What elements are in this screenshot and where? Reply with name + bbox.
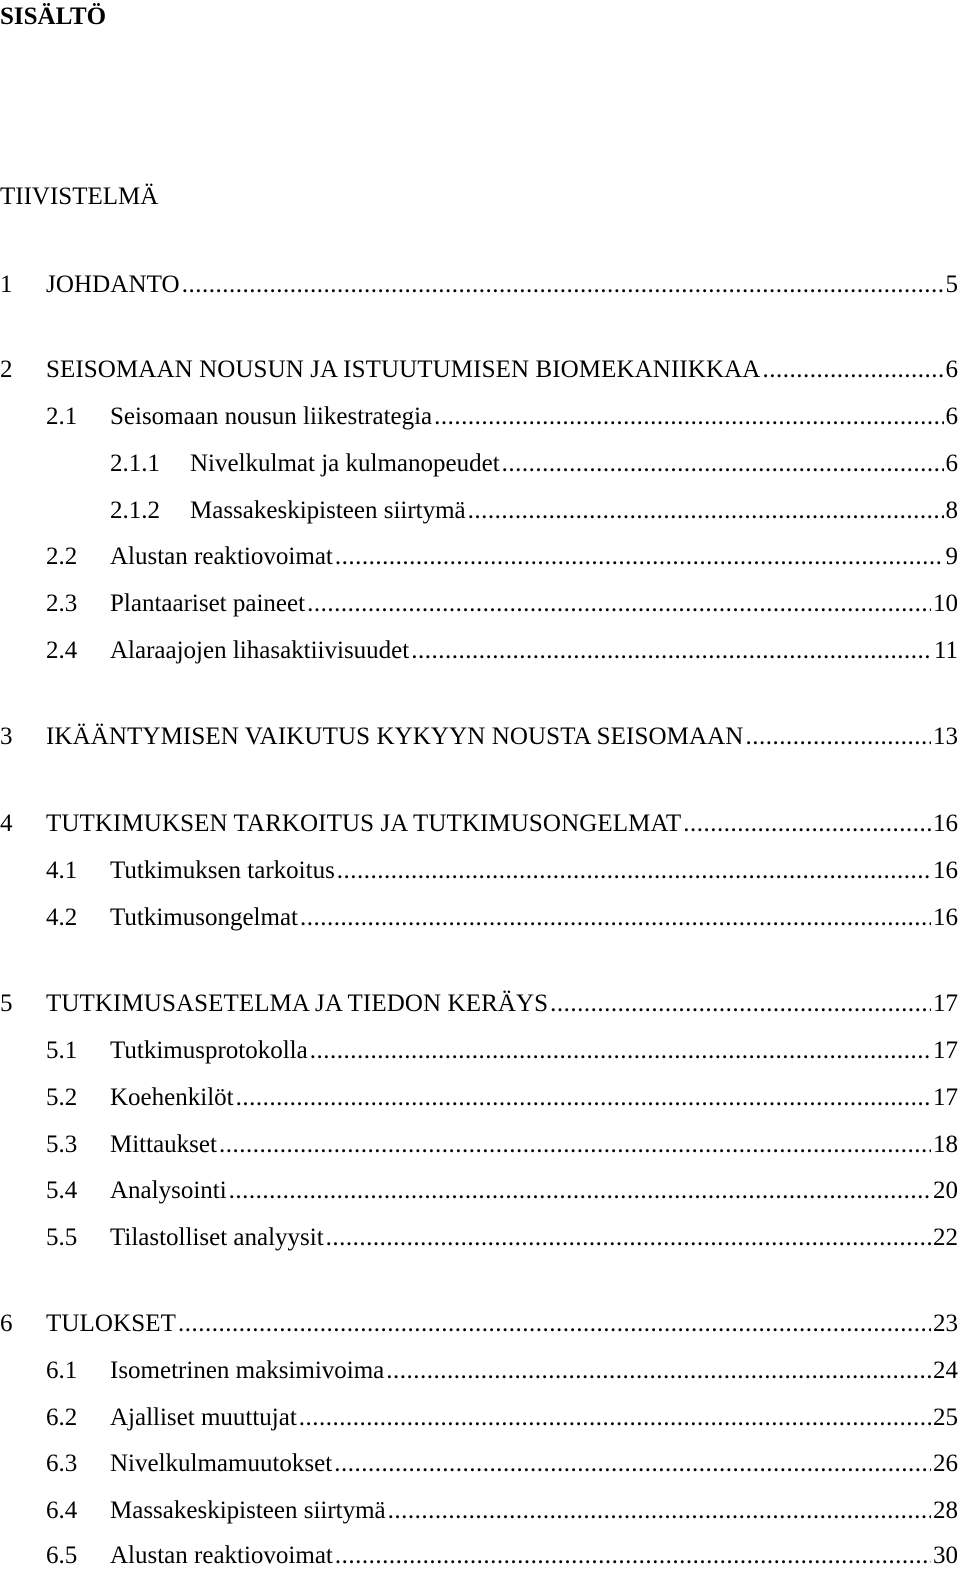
toc-entry-page: 28: [933, 1497, 958, 1524]
toc-entry-number: 4.2: [46, 904, 78, 931]
toc-entry-number: 4.1: [46, 857, 78, 884]
toc-entry-title: SEISOMAAN NOUSUN JA ISTUUTUMISEN BIOMEKANIIKKAA: [46, 356, 761, 383]
toc-entry-page: 17: [933, 990, 958, 1017]
toc-entry[interactable]: [0, 402, 958, 432]
toc-entry-number: 5.4: [46, 1177, 78, 1204]
abstract-title: TIIVISTELMÄ: [0, 183, 159, 210]
dot-leader: [300, 903, 931, 933]
toc-entry-title: TULOKSET: [46, 1310, 176, 1337]
toc-entry-title: Nivelkulmamuutokset: [110, 1450, 333, 1477]
toc-entry-page: 11: [933, 637, 958, 664]
toc-entry-number: 4: [0, 810, 13, 837]
dot-leader: [745, 722, 931, 752]
toc-entry-title: Tutkimusongelmat: [110, 904, 298, 931]
toc-entry-title: IKÄÄNTYMISEN VAIKUTUS KYKYYN NOUSTA SEISOMAAN: [46, 723, 744, 750]
toc-entry-number: 5.5: [46, 1224, 78, 1251]
dot-leader: [219, 1130, 931, 1160]
toc-entry[interactable]: [0, 903, 958, 933]
toc-entry[interactable]: [0, 1309, 958, 1339]
toc-entry[interactable]: [0, 1036, 958, 1066]
toc-entry-title: Tutkimuksen tarkoitus: [110, 857, 335, 884]
dot-leader: [334, 1449, 931, 1479]
toc-entry-page: 17: [933, 1084, 958, 1111]
toc-entry-page: 13: [933, 723, 958, 750]
toc-entry-page: 18: [933, 1131, 958, 1158]
toc-entry[interactable]: [0, 636, 958, 666]
toc-entry-number: 2.1: [46, 403, 78, 430]
toc-entry[interactable]: [0, 1496, 958, 1526]
toc-entry[interactable]: [0, 1130, 958, 1160]
dot-leader: [468, 496, 944, 526]
toc-entry-title: JOHDANTO: [46, 271, 180, 298]
toc-entry-page: 8: [945, 497, 958, 524]
toc-entry[interactable]: [0, 589, 958, 619]
toc-entry-title: Alustan reaktiovoimat: [110, 1542, 333, 1569]
dot-leader: [182, 270, 944, 300]
dot-leader: [683, 809, 931, 839]
toc-entry-number: 5.1: [46, 1037, 78, 1064]
toc-entry-number: 6.2: [46, 1404, 78, 1431]
toc-entry[interactable]: [0, 1449, 958, 1479]
dot-leader: [307, 589, 931, 619]
toc-entry-page: 5: [945, 271, 958, 298]
toc-entry-title: Plantaariset paineet: [110, 590, 306, 617]
toc-entry[interactable]: [0, 1541, 958, 1571]
toc-entry[interactable]: [0, 989, 958, 1019]
toc-entry-page: 25: [933, 1404, 958, 1431]
toc-entry-page: 6: [945, 403, 958, 430]
toc-entry-title: Alustan reaktiovoimat: [110, 543, 333, 570]
toc-entry[interactable]: [0, 1223, 958, 1253]
toc-entry-number: 6.1: [46, 1357, 78, 1384]
toc-entry[interactable]: [0, 449, 958, 479]
toc-entry[interactable]: [0, 722, 958, 752]
toc-entry-title: Nivelkulmat ja kulmanopeudet: [190, 450, 500, 477]
toc-entry-number: 2.4: [46, 637, 78, 664]
toc-entry-title: TUTKIMUSASETELMA JA TIEDON KERÄYS: [46, 990, 549, 1017]
toc-entry-number: 6: [0, 1310, 13, 1337]
toc-entry-page: 16: [933, 810, 958, 837]
dot-leader: [434, 402, 943, 432]
toc-entry-page: 16: [933, 904, 958, 931]
toc-entry[interactable]: [0, 1403, 958, 1433]
toc-entry[interactable]: [0, 809, 958, 839]
toc-entry-page: 6: [945, 450, 958, 477]
toc-entry-page: 6: [945, 356, 958, 383]
dot-leader: [386, 1356, 931, 1386]
toc-entry-page: 20: [933, 1177, 958, 1204]
toc-entry-page: 17: [933, 1037, 958, 1064]
toc-entry-page: 9: [945, 543, 958, 570]
toc-entry-number: 2.1.2: [110, 497, 160, 524]
dot-leader: [502, 449, 944, 479]
toc-entry[interactable]: [0, 270, 958, 300]
dot-leader: [326, 1223, 931, 1253]
toc-entry-title: Alaraajojen lihasaktiivisuudet: [110, 637, 410, 664]
toc-entry[interactable]: [0, 1176, 958, 1206]
toc-entry[interactable]: [0, 1356, 958, 1386]
toc-entry-title: Koehenkilöt: [110, 1084, 234, 1111]
toc-entry-title: Seisomaan nousun liikestrategia: [110, 403, 433, 430]
toc-entry-number: 5.3: [46, 1131, 78, 1158]
toc-entry[interactable]: [0, 1083, 958, 1113]
toc-entry-title: Tilastolliset analyysit: [110, 1224, 324, 1251]
dot-leader: [236, 1083, 931, 1113]
toc-entry-page: 10: [933, 590, 958, 617]
dot-leader: [762, 355, 943, 385]
dot-leader: [335, 1541, 931, 1571]
dot-leader: [299, 1403, 931, 1433]
toc-entry-title: Mittaukset: [110, 1131, 217, 1158]
toc-entry-page: 24: [933, 1357, 958, 1384]
toc-entry-number: 6.3: [46, 1450, 78, 1477]
toc-entry-title: Massakeskipisteen siirtymä: [190, 497, 466, 524]
toc-entry[interactable]: [0, 355, 958, 385]
toc-entry-number: 1: [0, 271, 13, 298]
toc-entry-page: 23: [933, 1310, 958, 1337]
dot-leader: [310, 1036, 931, 1066]
toc-entry-number: 6.4: [46, 1497, 78, 1524]
toc-entry-number: 3: [0, 723, 13, 750]
toc-entry-title: Ajalliset muuttujat: [110, 1404, 297, 1431]
toc-entry-number: 2.1.1: [110, 450, 160, 477]
dot-leader: [178, 1309, 931, 1339]
toc-entry-number: 2.2: [46, 543, 78, 570]
toc-entry-title: Analysointi: [110, 1177, 227, 1204]
toc-entry-title: Massakeskipisteen siirtymä: [110, 1497, 386, 1524]
page-heading: SISÄLTÖ: [0, 3, 107, 30]
toc-entry-title: Tutkimusprotokolla: [110, 1037, 308, 1064]
toc-entry-title: TUTKIMUKSEN TARKOITUS JA TUTKIMUSONGELMAT: [46, 810, 682, 837]
toc-entry[interactable]: [0, 856, 958, 886]
dot-leader: [335, 542, 944, 572]
toc-entry-page: 16: [933, 857, 958, 884]
toc-entry-page: 22: [933, 1224, 958, 1251]
toc-entry-number: 2.3: [46, 590, 78, 617]
dot-leader: [550, 989, 931, 1019]
dot-leader: [411, 636, 932, 666]
dot-leader: [229, 1176, 931, 1206]
dot-leader: [388, 1496, 931, 1526]
toc-entry-title: Isometrinen maksimivoima: [110, 1357, 385, 1384]
toc-entry[interactable]: [0, 496, 958, 526]
toc-entry-page: 26: [933, 1450, 958, 1477]
toc-entry[interactable]: [0, 542, 958, 572]
toc-entry-number: 5.2: [46, 1084, 78, 1111]
toc-entry-number: 6.5: [46, 1542, 78, 1569]
dot-leader: [337, 856, 931, 886]
toc-entry-page: 30: [933, 1542, 958, 1569]
toc-entry-number: 2: [0, 356, 13, 383]
toc-entry-number: 5: [0, 990, 13, 1017]
